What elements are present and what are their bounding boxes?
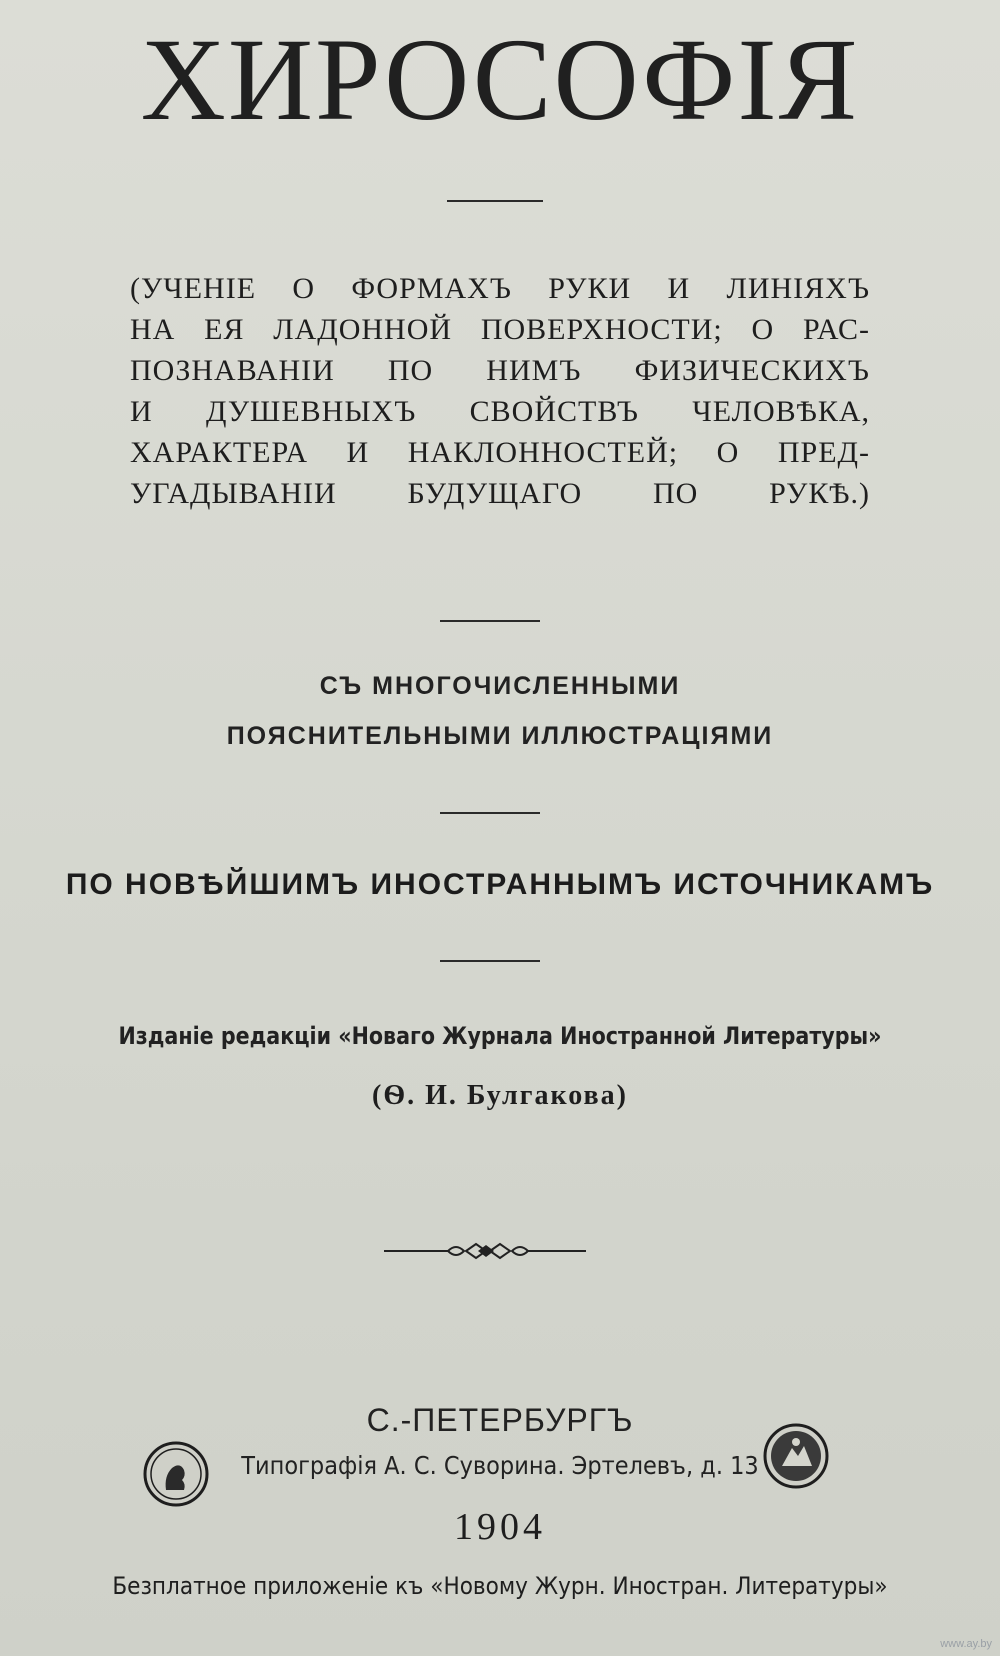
sources-line: ПО НОВѢЙШИМЪ ИНОСТРАННЫМЪ ИСТОЧНИКАМЪ (65, 868, 935, 901)
watermark: www.ay.by (940, 1638, 992, 1650)
city-name: С.-ПЕТЕРБУРГЪ (366, 1402, 634, 1438)
illustrations-line-2: ПОЯСНИТЕЛЬНЫМИ ИЛЛЮСТРАЦІЯМИ (226, 722, 774, 750)
printer-line: Типографія А. С. Суворина. Эртелевъ, д. 13 (241, 1451, 759, 1480)
publication-year: 1904 (454, 1506, 546, 1548)
illustrations-line-1: СЪ МНОГОЧИСЛЕННЫМИ (319, 672, 681, 700)
divider-rule (440, 812, 540, 814)
subtitle-line: НА ЕЯ ЛАДОННОЙ ПОВЕРХНОСТИ; О РАС- (130, 313, 870, 346)
subtitle-line: УГАДЫВАНІИ БУДУЩАГО ПО РУКѢ.) (130, 477, 870, 510)
book-title: ХИРОСОФІЯ (140, 14, 860, 145)
divider-rule (440, 960, 540, 962)
book-subtitle (130, 268, 870, 514)
divider-rule (440, 620, 540, 622)
emblem-medal-icon (762, 1422, 830, 1490)
subtitle-line: ПОЗНАВАНІИ ПО НИМЪ ФИЗИЧЕСКИХЪ (130, 354, 870, 387)
subtitle-line: И ДУШЕВНЫХЪ СВОЙСТВЪ ЧЕЛОВѢКА, (130, 395, 870, 428)
edition-line: Изданіе редакціи «Новаго Журнала Иностранной Литературы» (118, 1022, 882, 1050)
ornament-divider (380, 1236, 590, 1266)
subtitle-line: (УЧЕНІЕ О ФОРМАХЪ РУКИ И ЛИНІЯХЪ (130, 272, 870, 305)
subtitle-line: ХАРАКТЕРА И НАКЛОННОСТЕЙ; О ПРЕД- (130, 436, 870, 469)
publisher-name: (Ѳ. И. Булгакова) (372, 1080, 628, 1111)
supplement-line: Безплатное приложеніе къ «Новому Журн. Иностран. Литературы» (112, 1572, 888, 1600)
divider-rule (447, 200, 543, 202)
